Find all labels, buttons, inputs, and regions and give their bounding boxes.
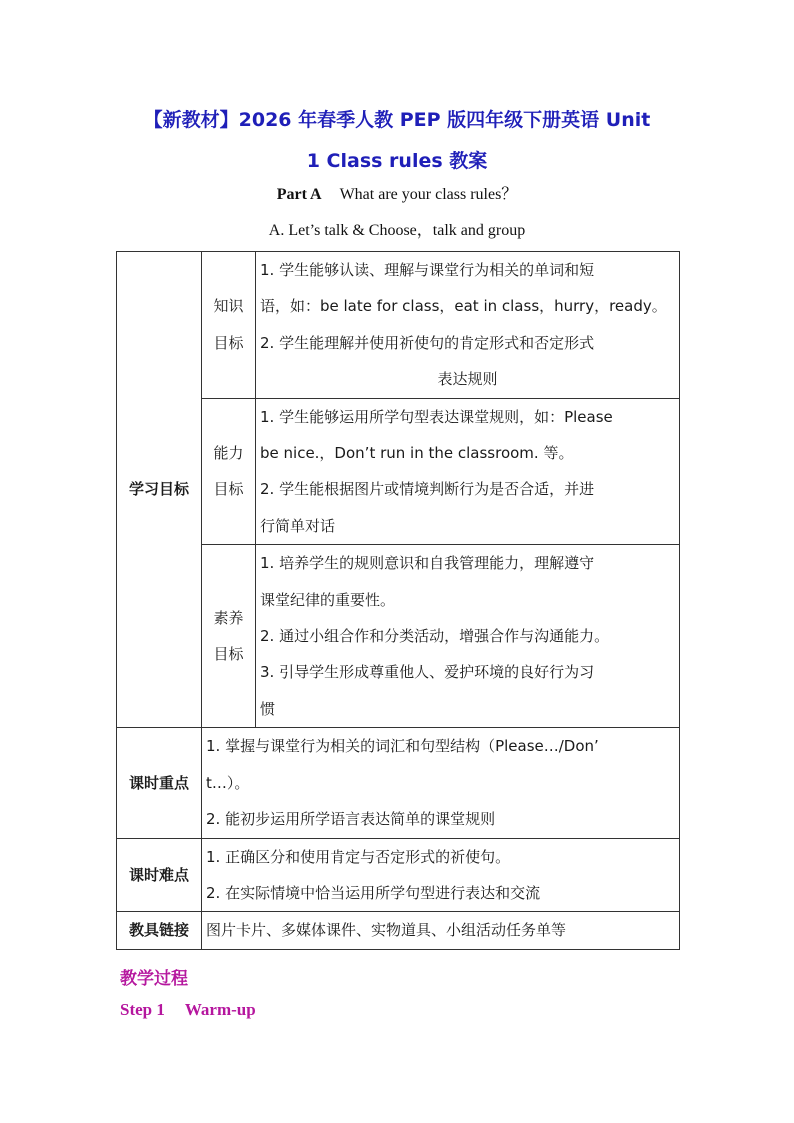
step-heading [120,1000,256,1020]
lesson-activity-heading: A. Let’s talk & Choose，talk and group [268,222,526,239]
table-row-ability [117,398,680,545]
ability-goal-label [202,398,256,545]
knowledge-label-line1: 知识 [213,297,244,316]
ability-line-2: be nice.，Don’t run in the classroom. 等。 [260,444,574,463]
knowledge-line-4: 表达规则 [437,370,498,389]
knowledge-label-line2: 目标 [213,333,244,352]
ability-label-line1: 能力 [213,444,244,463]
literacy-line-1: 1. 培养学生的规则意识和自我管理能力，理解遵守 [260,554,595,573]
literacy-goal-label [202,545,256,728]
literacy-goal-content [256,545,680,728]
literacy-line-5: 惯 [260,699,276,718]
difficulties-label: 课时难点 [117,838,202,912]
goals-label: 学习目标 [117,252,202,728]
title-line-2: 1 Class rules 教案 [306,150,488,172]
key-points-line-3: 2. 能初步运用所学语言表达简单的课堂规则 [206,810,496,829]
key-points-label: 课时重点 [117,728,202,838]
literacy-line-2: 课堂纪律的重要性。 [260,590,396,609]
step-title: Warm-up [184,1000,256,1019]
part-question: What are your class rules？ [339,186,518,203]
document-title [100,100,694,182]
literacy-label-line1: 素养 [213,608,244,627]
table-row-key-points [117,728,680,838]
ability-line-4: 行简单对话 [260,516,336,535]
teaching-process-heading: 教学过程 [120,969,188,988]
key-points-line-2: t…）。 [206,773,250,792]
part-label: Part A [276,186,322,203]
difficulties-line-1: 1. 正确区分和使用肯定与否定形式的祈使句。 [206,847,511,866]
knowledge-line-1: 1. 学生能够认读、理解与课堂行为相关的单词和短 [260,261,595,279]
ability-line-1: 1. 学生能够运用所学句型表达课堂规则，如：Please [260,407,613,426]
key-points-content [202,728,680,838]
step-label: Step 1 [120,1000,165,1019]
lesson-part-heading [120,181,674,204]
materials-label: 教具链接 [117,912,202,949]
knowledge-goal-label [202,252,256,399]
lesson-plan-table [116,251,680,950]
materials-content: 图片卡片、多媒体课件、实物道具、小组活动任务单等 [202,912,680,949]
literacy-line-3: 2. 通过小组合作和分类活动，增强合作与沟通能力。 [260,627,610,646]
difficulties-content [202,838,680,912]
knowledge-line-2: 语，如：be late for class，eat in class，hurry，ready。 [260,297,667,316]
knowledge-goal-content [256,252,680,399]
table-row-materials [117,912,680,949]
ability-goal-content [256,398,680,545]
table-row-difficulties [117,838,680,912]
title-line-1: 【新教材】2026 年春季人教 PEP 版四年级下册英语 Unit [143,109,651,131]
table-row-knowledge [117,252,680,399]
literacy-line-4: 3. 引导学生形成尊重他人、爱护环境的良好行为习 [260,663,595,682]
key-points-line-1: 1. 掌握与课堂行为相关的词汇和句型结构（Please…/Don’ [206,737,599,756]
ability-line-3: 2. 学生能根据图片或情境判断行为是否合适，并进 [260,480,595,499]
difficulties-line-2: 2. 在实际情境中恰当运用所学句型进行表达和交流 [206,883,541,902]
literacy-label-line2: 目标 [213,645,244,664]
knowledge-line-3: 2. 学生能理解并使用祈使句的肯定形式和否定形式 [260,333,595,352]
ability-label-line2: 目标 [213,480,244,499]
table-row-literacy [117,545,680,728]
